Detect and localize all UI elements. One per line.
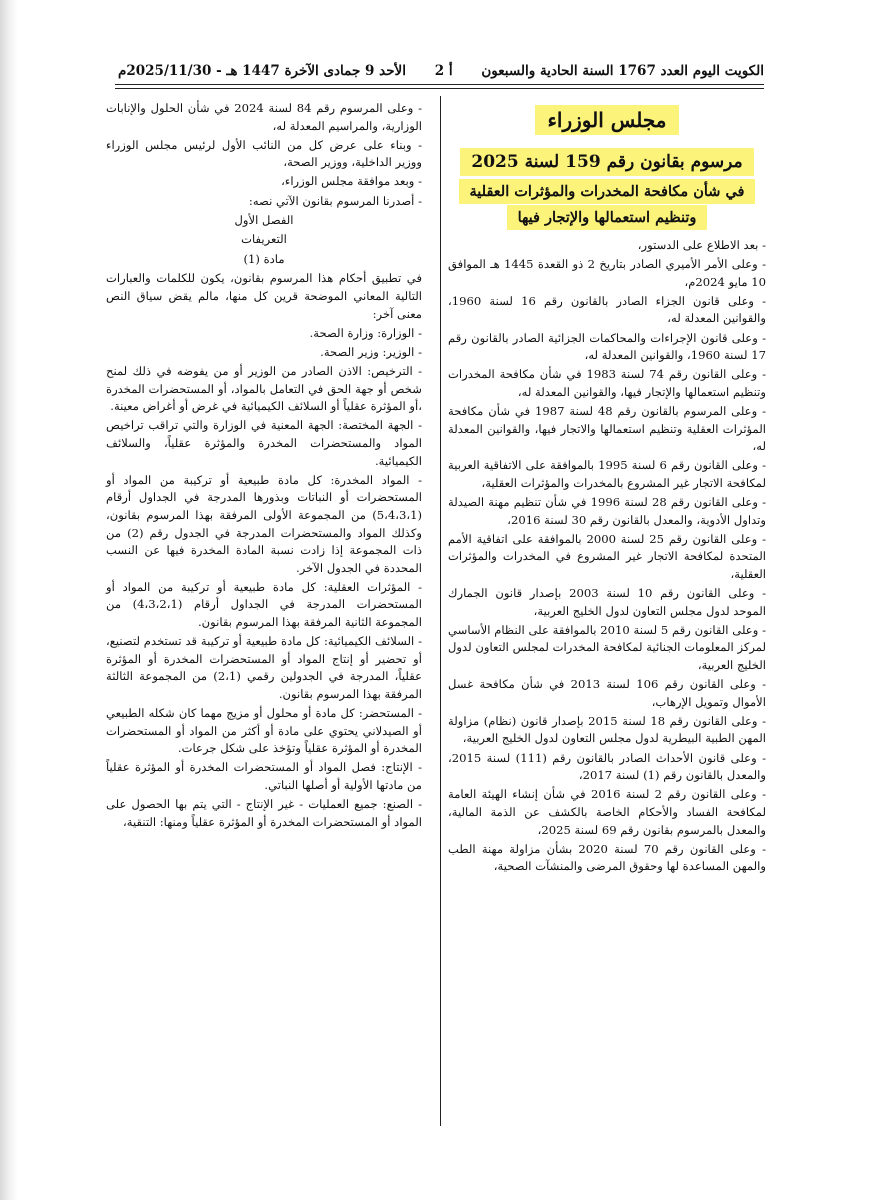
definition-paragraph: - الصنع: جميع العمليات - غير الإنتاج - التي يتم بها الحصول على المواد أو المستحضرات المخدرة أو المؤثرة عقلياً ومنها: التنقية، [106, 797, 422, 829]
chapter-heading: الفصل الأول [234, 212, 294, 227]
preamble-paragraph: - وبعد موافقة مجلس الوزراء، [281, 174, 422, 189]
preamble-paragraph: - وعلى القانون رقم 18 لسنة 2015 بإصدار قانون (نظام) مزاولة المهن الطبية البيطرية لدول مجلس التعاون لدول الخليج العربية، [448, 713, 766, 746]
article-heading: مادة (1) [243, 251, 285, 266]
page-header [118, 58, 764, 84]
preamble-paragraph: - وبناء على عرض كل من النائب الأول لرئيس مجلس الوزراء ووزير الداخلية، ووزير الصحة، [106, 137, 422, 170]
preamble-paragraph: - بعد الاطلاع على الدستور، [637, 238, 766, 252]
definition-paragraph: - الوزارة: وزارة الصحة. [309, 325, 422, 340]
column-divider [440, 96, 441, 1126]
decree-title-line-3: وتنظيم استعمالها والإتجار فيها [510, 208, 705, 227]
preamble-paragraph: - وعلى القانون رقم 2 لسنة 2016 في شأن إنشاء الهيئة العامة لمكافحة الفساد والأحكام الخاصة بالكشف عن الذمة المالية، والمعدل بالمرسوم بقانون رقم 69 لسنة 2025، [448, 787, 766, 837]
decree-title-line-1: مرسوم بقانون رقم 159 لسنة 2025 [463, 151, 750, 173]
preamble-paragraph: - وعلى القانون رقم 5 لسنة 2010 بالموافقة على النظام الأساسي لمركز المعلومات الجنائية لمكافحة المخدرات لمجلس التعاون لدول الخليج العربية، [448, 622, 766, 673]
definition-paragraph: - المواد المخدرة: كل مادة طبيعية أو تركيبة من المواد أو المستحضرات أو النباتات وبذورها المدرجة في الجداول أرقام (5،4،3،1) من المجموعة الأولى المرفقة بهذا المرسوم بقانون، وكذلك المواد والمستحضرات المدرجة في الجدول رقم (2) من ذات المجموعة إذا زادت نسبة المادة المخدرة فيها عن النسب المحددة في الجدول الآخر. [106, 472, 422, 575]
decree-title-line-2: في شأن مكافحة المخدرات والمؤثرات العقلية [462, 182, 753, 201]
decree-title [448, 150, 766, 229]
header-rule-thin [115, 88, 764, 89]
preamble-paragraph: - أصدرنا المرسوم بقانون الآتي نصه: [248, 193, 422, 208]
preamble-paragraph: - وعلى القانون رقم 70 لسنة 2020 بشأن مزاولة مهنة الطب والمهن المساعدة لها وحقوق المرضى والمنشآت الصحية، [448, 841, 766, 874]
preamble-paragraph: - وعلى القانون رقم 6 لسنة 1995 بالموافقة على الاتفاقية العربية لمكافحة الاتجار غير المشروع بالمخدرات والمؤثرات العقلية، [448, 458, 766, 490]
definition-paragraph: - المستحضر: كل مادة أو محلول أو مزيج مهما كان شكله الطبيعي أو الصيدلاني يحتوي على مادة أو أكثر من المواد أو المستحضرات المخدرة أو المؤثرة عقلياً وتؤخذ على شكل جرعات. [106, 706, 422, 756]
preamble-paragraph: - وعلى القانون رقم 25 لسنة 2000 بالموافقة على اتفاقية الأمم المتحدة لمكافحة الاتجار غير المشروع في المخدرات والمؤثرات العقلية، [448, 531, 766, 581]
council-heading: مجلس الوزراء [448, 106, 766, 134]
preamble-paragraph: - وعلى قانون الأحداث الصادر بالقانون رقم (111) لسنة 2015، والمعدل بالقانون رقم (1) لسنة 2017، [448, 750, 766, 783]
preamble-paragraph: - وعلى القانون رقم 28 لسنة 1996 في شأن تنظيم مهنة الصيدلة وتداول الأدوية، والمعدل بالقانون رقم 30 لسنة 2016، [448, 495, 766, 527]
definition-paragraph: في تطبيق أحكام هذا المرسوم بقانون، يكون للكلمات والعبارات التالية المعاني الموضحة قرين كل منها، مالم يقض سياق النص معنى آخر: [106, 271, 422, 321]
preamble-paragraph: - وعلى الأمر الأميري الصادر بتاريخ 2 ذو القعدة 1445 هـ الموافق 10 مايو 2024م، [448, 257, 766, 289]
header-page-number: أ 2 [434, 63, 453, 79]
definition-paragraph: - الوزير: وزير الصحة. [320, 344, 422, 359]
header-date: الأحد 9 جمادى الآخرة 1447 هـ - 2025/11/30م [118, 63, 407, 79]
left-column [106, 100, 422, 833]
definition-paragraph: - الإنتاج: فصل المواد أو المستحضرات المخدرة أو المؤثرة عقلياً من مادتها الأولية أو أصلها النباتي. [106, 760, 422, 793]
preamble-paragraph: - وعلى المرسوم بالقانون رقم 48 لسنة 1987 في شأن مكافحة المؤثرات العقلية وتنظيم استعمالها والاتجار فيها، والقوانين المعدلة له، [448, 403, 766, 454]
preamble-paragraph: - وعلى القانون رقم 10 لسنة 2003 بإصدار قانون الجمارك الموحد لدول مجلس التعاون لدول الخليج العربية، [448, 586, 766, 618]
definition-paragraph: - الترخيص: الاذن الصادر من الوزير أو من يفوضه في ذلك لمنح شخص أو جهة الحق في التعامل بالمواد، أو المستحضرات المخدرة ،أو المؤثرة عقلياً أو السلائف الكيميائية في غرض أو أغراض معينة. [106, 364, 422, 414]
right-column [448, 100, 766, 877]
preamble-paragraph: - وعلى قانون الإجراءات والمحاكمات الجزائية الصادر بالقانون رقم 17 لسنة 1960، والقوانين المعدلة له، [448, 330, 766, 363]
header-rule-thick [115, 84, 764, 85]
page-fold-shadow [0, 0, 18, 1200]
preamble-paragraph: - وعلى القانون رقم 74 لسنة 1983 في شأن مكافحة المخدرات وتنظيم استعمالها والإتجار فيها، والقوانين المعدلة له، [448, 367, 767, 399]
definition-paragraph: - المؤثرات العقلية: كل مادة طبيعية أو تركيبة من المواد أو المستحضرات المدرجة في الجداول أرقام (4،3،2،1) من المجموعة الثانية المرفقة بهذا المرسوم بقانون. [106, 579, 423, 630]
preamble-paragraph: - وعلى المرسوم رقم 84 لسنة 2024 في شأن الحلول والإنابات الوزارية، والمراسيم المعدلة له، [106, 101, 422, 133]
definition-paragraph: - الجهة المختصة: الجهة المعنية في الوزارة والتي تراقب تراخيص المواد والمستحضرات المخدرة والمؤثرة عقلياً، والسلائف الكيميائية. [106, 418, 422, 468]
header-issue: الكويت اليوم العدد 1767 السنة الحادية والسبعون [481, 63, 764, 79]
preamble-paragraph: - وعلى القانون رقم 106 لسنة 2013 في شأن مكافحة غسل الأموال وتمويل الإرهاب، [448, 677, 767, 709]
preamble-paragraph: - وعلى قانون الجزاء الصادر بالقانون رقم 16 لسنة 1960، والقوانين المعدلة له، [448, 293, 766, 326]
definition-paragraph: - السلائف الكيميائية: كل مادة طبيعية أو تركيبة قد تستخدم لتصنيع، أو تحضير أو إنتاج المواد أو المستحضرات المخدرة أو المؤثرة عقلياً، المدرجة في الجدولين رقمي (2،1) من المجموعة الثالثة المرفقة بهذا المرسوم بقانون. [106, 634, 422, 701]
section-heading: التعريفات [241, 232, 287, 247]
